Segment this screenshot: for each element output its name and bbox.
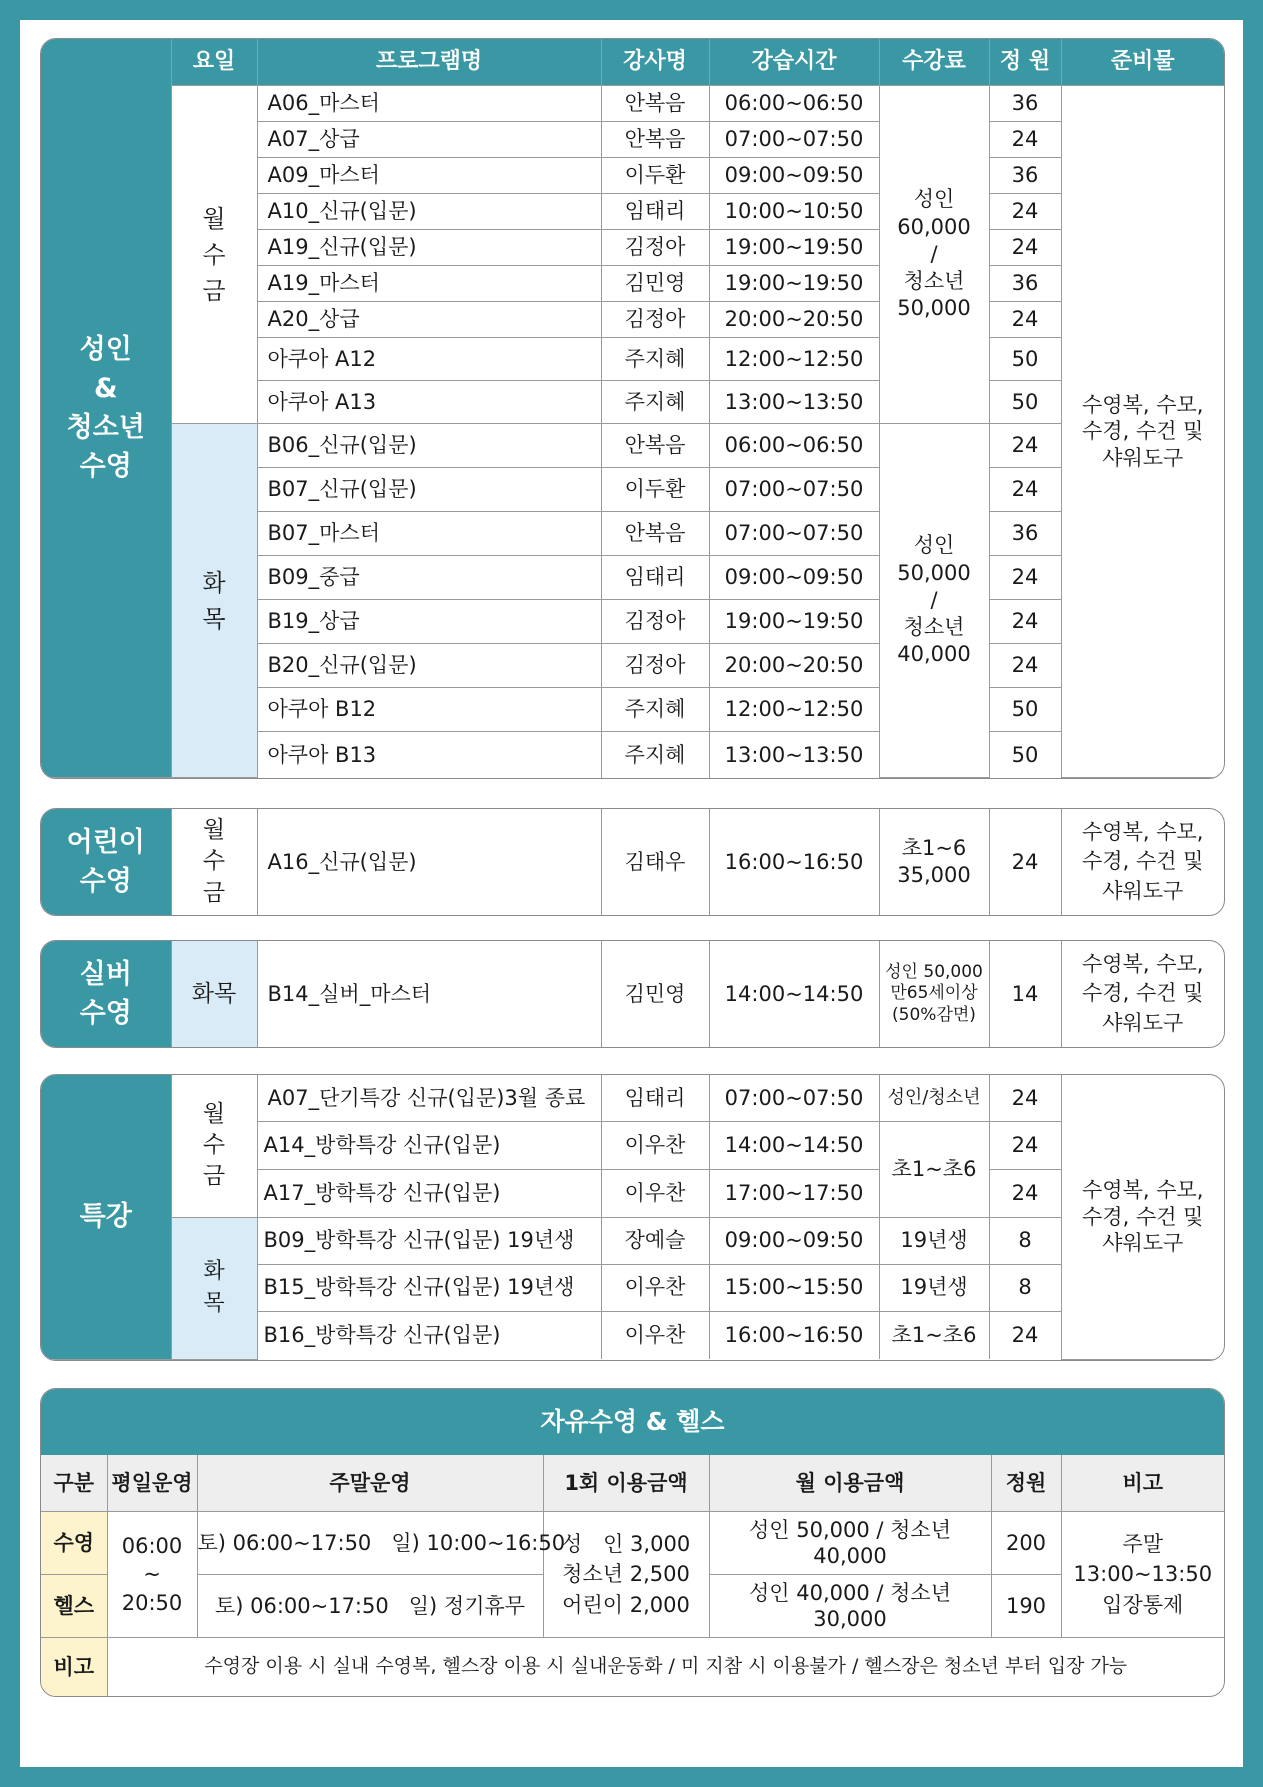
class-time: 14:00~14:50	[709, 1121, 879, 1169]
capacity: 24	[989, 468, 1061, 512]
free-swim-gym-block	[40, 1388, 1225, 1697]
adult-swim-block	[40, 38, 1225, 779]
capacity: 50	[989, 688, 1061, 732]
table-row	[41, 1512, 1224, 1575]
supplies: 수영복, 수모, 수경, 수건 및 샤워도구	[1061, 1075, 1224, 1359]
capacity: 50	[989, 338, 1061, 381]
class-time: 15:00~15:50	[709, 1264, 879, 1311]
header-type: 구분	[41, 1455, 107, 1512]
fee: 19년생	[879, 1217, 989, 1264]
fee-tt: 성인 50,000 / 청소년 40,000	[879, 424, 989, 778]
instructor: 안복음	[601, 512, 709, 556]
program-name: A07_단기특강 신규(입문)3월 종료	[257, 1075, 601, 1121]
header-day: 요일	[171, 39, 257, 86]
supplies: 수영복, 수모, 수경, 수건 및 샤워도구	[1061, 941, 1224, 1047]
day-mwf: 월 수 금	[171, 809, 257, 915]
class-time: 07:00~07:50	[709, 122, 879, 158]
program-name: B07_신규(입문)	[257, 468, 601, 512]
capacity: 24	[989, 809, 1061, 915]
program-name: A10_신규(입문)	[257, 194, 601, 230]
single-fee: 성 인 3,000 청소년 2,500 어린이 2,000	[543, 1512, 709, 1638]
instructor: 장예슬	[601, 1217, 709, 1264]
class-time: 06:00~06:50	[709, 424, 879, 468]
day-tt: 화 목	[171, 1217, 257, 1359]
adult-swim-table	[41, 39, 1224, 778]
category-silver: 실버 수영	[41, 941, 171, 1047]
class-time: 20:00~20:50	[709, 644, 879, 688]
class-time: 17:00~17:50	[709, 1169, 879, 1217]
note-text: 수영장 이용 시 실내 수영복, 헬스장 이용 시 실내운동화 / 미 지참 시 이용불가 / 헬스장은 청소년 부터 입장 가능	[107, 1638, 1224, 1697]
free-swim-gym-table	[41, 1455, 1224, 1696]
special-class-block	[40, 1074, 1225, 1361]
capacity: 8	[989, 1264, 1061, 1311]
table-row	[41, 1217, 1224, 1264]
class-time: 16:00~16:50	[709, 1311, 879, 1359]
program-name: A14_방학특강 신규(입문)	[257, 1121, 601, 1169]
class-time: 07:00~07:50	[709, 468, 879, 512]
category-special: 특강	[41, 1075, 171, 1359]
day-mwf: 월 수 금	[171, 1075, 257, 1217]
program-name: B15_방학특강 신규(입문) 19년생	[257, 1264, 601, 1311]
table-row	[41, 941, 1224, 1047]
instructor: 주지혜	[601, 732, 709, 778]
class-time: 14:00~14:50	[709, 941, 879, 1047]
program-name: B20_신규(입문)	[257, 644, 601, 688]
instructor: 이우찬	[601, 1264, 709, 1311]
class-time: 19:00~19:50	[709, 266, 879, 302]
supplies: 수영복, 수모, 수경, 수건 및 샤워도구	[1061, 809, 1224, 915]
program-name: B06_신규(입문)	[257, 424, 601, 468]
capacity: 24	[989, 556, 1061, 600]
instructor: 안복음	[601, 122, 709, 158]
class-time: 19:00~19:50	[709, 230, 879, 266]
fee: 초1~초6	[879, 1121, 989, 1217]
capacity: 36	[989, 512, 1061, 556]
class-time: 16:00~16:50	[709, 809, 879, 915]
header-program: 프로그램명	[257, 39, 601, 86]
fee: 초1~초6	[879, 1311, 989, 1359]
kids-swim-table	[41, 809, 1224, 915]
type-gym: 헬스	[41, 1575, 107, 1638]
weekend-hours-gym: 토) 06:00~17:50 일) 정기휴무	[197, 1575, 543, 1638]
type-swim: 수영	[41, 1512, 107, 1575]
table-row	[41, 1075, 1224, 1121]
class-time: 09:00~09:50	[709, 1217, 879, 1264]
header-instructor: 강사명	[601, 39, 709, 86]
capacity: 24	[989, 1121, 1061, 1169]
capacity: 24	[989, 302, 1061, 338]
instructor: 이우찬	[601, 1311, 709, 1359]
program-name: A17_방학특강 신규(입문)	[257, 1169, 601, 1217]
instructor: 김민영	[601, 941, 709, 1047]
schedule-page	[20, 20, 1243, 1767]
capacity: 24	[989, 1311, 1061, 1359]
header-time: 강습시간	[709, 39, 879, 86]
program-name: 아쿠아 A12	[257, 338, 601, 381]
fee: 초1~6 35,000	[879, 809, 989, 915]
day-tt: 화목	[171, 941, 257, 1047]
table-header-row	[41, 1455, 1224, 1512]
program-name: A19_마스터	[257, 266, 601, 302]
silver-swim-block	[40, 940, 1225, 1048]
capacity: 36	[989, 266, 1061, 302]
capacity: 24	[989, 230, 1061, 266]
instructor: 이두환	[601, 468, 709, 512]
note-label: 비고	[41, 1638, 107, 1697]
instructor: 안복음	[601, 424, 709, 468]
program-name: 아쿠아 B13	[257, 732, 601, 778]
capacity: 50	[989, 732, 1061, 778]
instructor: 김정아	[601, 644, 709, 688]
program-name: 아쿠아 B12	[257, 688, 601, 732]
note-row	[41, 1638, 1224, 1697]
special-class-table	[41, 1075, 1224, 1360]
header-monthly-fee: 월 이용금액	[709, 1455, 991, 1512]
capacity: 24	[989, 600, 1061, 644]
capacity-gym: 190	[991, 1575, 1061, 1638]
instructor: 주지혜	[601, 381, 709, 424]
instructor: 주지혜	[601, 338, 709, 381]
capacity: 24	[989, 424, 1061, 468]
class-time: 07:00~07:50	[709, 512, 879, 556]
monthly-fee-gym: 성인 40,000 / 청소년 30,000	[709, 1575, 991, 1638]
instructor: 이두환	[601, 158, 709, 194]
program-name: B14_실버_마스터	[257, 941, 601, 1047]
capacity: 36	[989, 158, 1061, 194]
class-time: 20:00~20:50	[709, 302, 879, 338]
class-time: 10:00~10:50	[709, 194, 879, 230]
program-name: A07_상급	[257, 122, 601, 158]
class-time: 13:00~13:50	[709, 381, 879, 424]
capacity: 24	[989, 122, 1061, 158]
category-adult: 성인 & 청소년 수영	[41, 39, 171, 778]
instructor: 김태우	[601, 809, 709, 915]
instructor: 이우찬	[601, 1169, 709, 1217]
remarks: 주말 13:00~13:50 입장통제	[1061, 1512, 1224, 1638]
capacity: 24	[989, 1169, 1061, 1217]
header-fee: 수강료	[879, 39, 989, 86]
table-row	[41, 86, 1224, 122]
program-name: A16_신규(입문)	[257, 809, 601, 915]
program-name: A06_마스터	[257, 86, 601, 122]
class-time: 09:00~09:50	[709, 158, 879, 194]
supplies-adult: 수영복, 수모, 수경, 수건 및 샤워도구	[1061, 86, 1224, 778]
capacity: 36	[989, 86, 1061, 122]
silver-swim-table	[41, 941, 1224, 1047]
program-name: B16_방학특강 신규(입문)	[257, 1311, 601, 1359]
instructor: 이우찬	[601, 1121, 709, 1169]
instructor: 김정아	[601, 230, 709, 266]
capacity: 50	[989, 381, 1061, 424]
class-time: 12:00~12:50	[709, 688, 879, 732]
monthly-fee-swim: 성인 50,000 / 청소년 40,000	[709, 1512, 991, 1575]
class-time: 19:00~19:50	[709, 600, 879, 644]
program-name: B07_마스터	[257, 512, 601, 556]
capacity: 24	[989, 194, 1061, 230]
capacity: 24	[989, 1075, 1061, 1121]
section-title: 자유수영 & 헬스	[41, 1389, 1224, 1455]
instructor: 임태리	[601, 1075, 709, 1121]
instructor: 임태리	[601, 194, 709, 230]
program-name: B09_중급	[257, 556, 601, 600]
class-time: 06:00~06:50	[709, 86, 879, 122]
capacity: 14	[989, 941, 1061, 1047]
header-remarks: 비고	[1061, 1455, 1224, 1512]
instructor: 임태리	[601, 556, 709, 600]
day-tt: 화 목	[171, 424, 257, 778]
class-time: 12:00~12:50	[709, 338, 879, 381]
header-weekday: 평일운영	[107, 1455, 197, 1512]
header-weekend: 주말운영	[197, 1455, 543, 1512]
header-capacity: 정원	[991, 1455, 1061, 1512]
table-header-row	[41, 39, 1224, 86]
capacity: 24	[989, 644, 1061, 688]
weekend-hours-swim: 토) 06:00~17:50 일) 10:00~16:50	[197, 1512, 543, 1575]
program-name: A19_신규(입문)	[257, 230, 601, 266]
category-kids: 어린이 수영	[41, 809, 171, 915]
program-name: A20_상급	[257, 302, 601, 338]
fee-mwf: 성인 60,000 / 청소년 50,000	[879, 86, 989, 424]
program-name: B19_상급	[257, 600, 601, 644]
class-time: 07:00~07:50	[709, 1075, 879, 1121]
header-supplies: 준비물	[1061, 39, 1224, 86]
instructor: 김정아	[601, 600, 709, 644]
table-row	[41, 424, 1224, 468]
header-single-fee: 1회 이용금액	[543, 1455, 709, 1512]
fee: 19년생	[879, 1264, 989, 1311]
table-row	[41, 809, 1224, 915]
day-mwf: 월 수 금	[171, 86, 257, 424]
program-name: B09_방학특강 신규(입문) 19년생	[257, 1217, 601, 1264]
class-time: 13:00~13:50	[709, 732, 879, 778]
header-capacity: 정 원	[989, 39, 1061, 86]
program-name: A09_마스터	[257, 158, 601, 194]
fee: 성인 50,000 만65세이상 (50%감면)	[879, 941, 989, 1047]
instructor: 김정아	[601, 302, 709, 338]
instructor: 안복음	[601, 86, 709, 122]
fee: 성인/청소년	[879, 1075, 989, 1121]
instructor: 김민영	[601, 266, 709, 302]
instructor: 주지혜	[601, 688, 709, 732]
capacity: 8	[989, 1217, 1061, 1264]
weekday-hours: 06:00 ~ 20:50	[107, 1512, 197, 1638]
kids-swim-block	[40, 808, 1225, 916]
capacity-swim: 200	[991, 1512, 1061, 1575]
program-name: 아쿠아 A13	[257, 381, 601, 424]
class-time: 09:00~09:50	[709, 556, 879, 600]
